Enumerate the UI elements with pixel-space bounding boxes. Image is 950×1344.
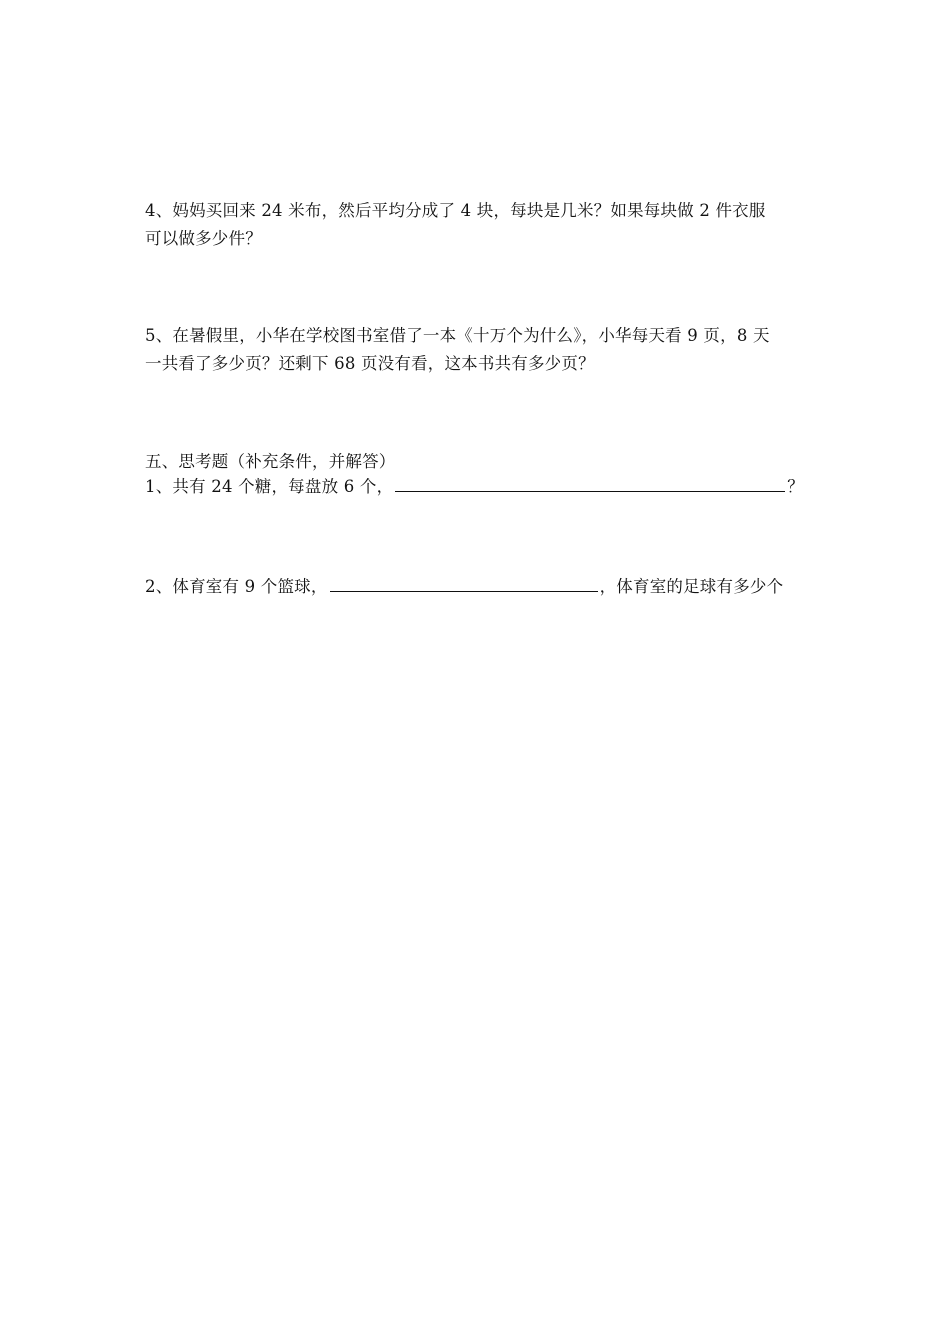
section-5-heading: 五、思考题（补充条件，并解答） [145, 452, 396, 471]
thinking-question-2-text: 2、体育室有 9 个篮球， [145, 577, 328, 596]
question-5-line-1: 5、在暑假里，小华在学校图书室借了一本《十万个为什么》，小华每天看 9 页，8 天 [145, 326, 770, 345]
thinking-question-2 [145, 576, 810, 598]
thinking-question-1 [145, 476, 810, 498]
answer-blank-1[interactable] [395, 476, 785, 492]
question-4-line-1: 4、妈妈买回来 24 米布，然后平均分成了 4 块，每块是几米？如果每块做 2 件衣服 [145, 201, 766, 220]
thinking-question-2-end: ，体育室的足球有多少个 [599, 577, 784, 596]
question-5-line-2: 一共看了多少页？还剩下 68 页没有看，这本书共有多少页？ [145, 354, 595, 373]
answer-blank-2[interactable] [330, 576, 598, 592]
question-4-line-2: 可以做多少件？ [145, 229, 262, 248]
thinking-question-1-end: ？ [787, 477, 804, 496]
thinking-question-1-text: 1、共有 24 个糖，每盘放 6 个， [145, 477, 394, 496]
